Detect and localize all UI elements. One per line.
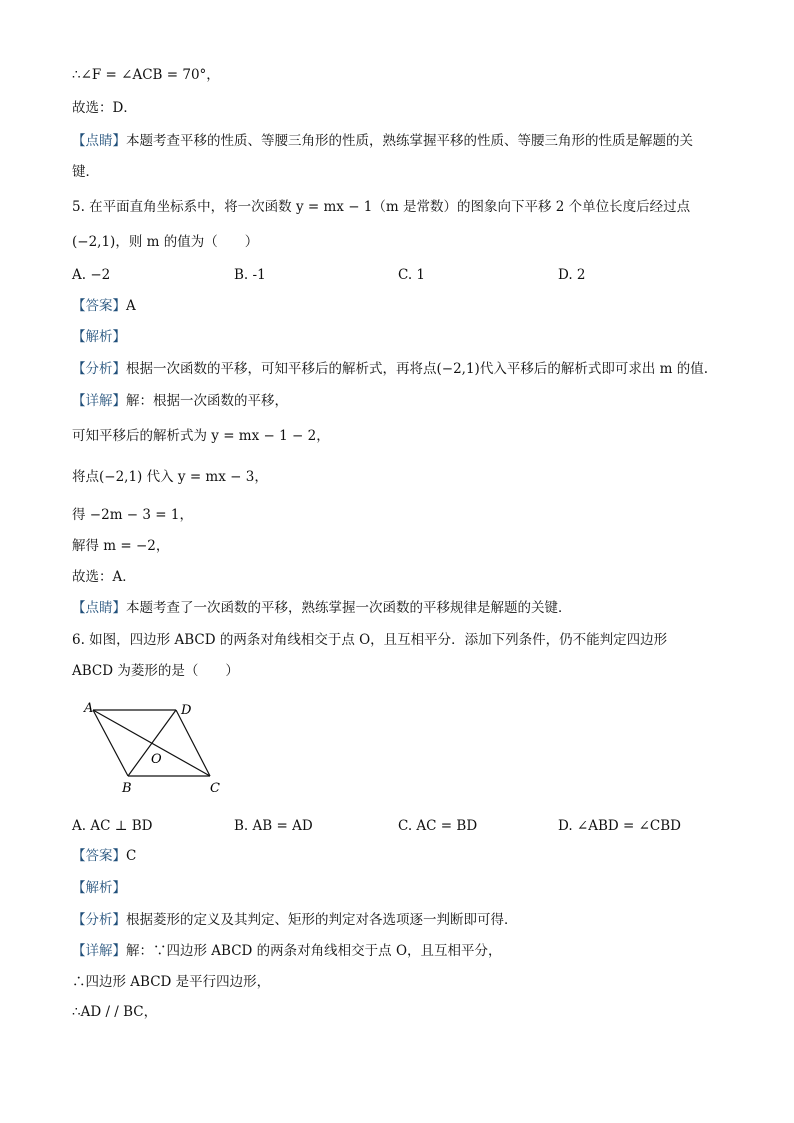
q6-xiangjie xyxy=(72,942,502,960)
q6-stem-2: ABCD 为菱形的是（ ） xyxy=(72,663,239,679)
q5-answer-value: A xyxy=(126,298,136,314)
q5-step-3: 得 −2m − 3 = 1， xyxy=(72,507,193,523)
label-a: A xyxy=(84,701,94,716)
tag-fenxi: 【分析】 xyxy=(72,361,126,377)
label-c: C xyxy=(210,781,220,796)
q5-dianjing xyxy=(72,599,572,617)
line-dianjing-cont: 键． xyxy=(72,164,99,180)
q5-step-1: 可知平移后的解析式为 y = mx − 1 − 2， xyxy=(72,428,330,444)
q5-option-a: A. −2 xyxy=(72,267,111,283)
q6-stem-1: 6. 如图，四边形 ABCD 的两条对角线相交于点 O，且互相平分．添加下列条件，仍不能判定四边形 xyxy=(72,632,668,648)
label-o: O xyxy=(151,752,162,767)
tag-answer-q6: 【答案】 xyxy=(72,848,126,864)
line-dianjing-prev xyxy=(72,132,693,150)
tag-answer: 【答案】 xyxy=(72,298,126,314)
line-choice-d: 故选：D． xyxy=(72,100,137,116)
q6-option-d: D. ∠ABD = ∠CBD xyxy=(558,818,682,834)
q5-stem-1: 5. 在平面直角坐标系中，将一次函数 y = mx − 1（m 是常数）的图象向下平移 2 个单位长度后经过点 xyxy=(72,199,691,215)
tag-xiangjie-q6: 【详解】 xyxy=(72,943,126,959)
q6-option-a: A. AC ⊥ BD xyxy=(72,818,153,834)
q5-option-d: D. 2 xyxy=(558,267,586,283)
q6-fenxi xyxy=(72,911,518,929)
tag-dianjing: 【点睛】 xyxy=(72,133,126,149)
q5-jiexi xyxy=(72,328,126,346)
q6-answer xyxy=(72,847,136,865)
tag-fenxi-q6: 【分析】 xyxy=(72,912,126,928)
q5-stem-2: (−2,1)，则 m 的值为（ ） xyxy=(72,234,259,250)
q6-answer-value: C xyxy=(126,848,137,864)
q5-step-5: 故选：A． xyxy=(72,569,136,585)
label-d: D xyxy=(181,703,192,718)
q5-xiangjie xyxy=(72,392,288,410)
q5-option-c: C. 1 xyxy=(398,267,426,283)
q6-option-c: C. AC = BD xyxy=(398,818,478,834)
q6-option-b: B. AB = AD xyxy=(234,818,313,834)
q5-fenxi xyxy=(72,360,708,378)
q6-xiangjie-text: 解：∵四边形 ABCD 的两条对角线相交于点 O，且互相平分， xyxy=(126,943,502,959)
q6-fenxi-text: 根据菱形的定义及其判定、矩形的判定对各选项逐一判断即可得． xyxy=(126,912,518,928)
line-conclusion: ∴∠F = ∠ACB = 70°， xyxy=(72,67,220,83)
dianjing-text: 本题考查平移的性质、等腰三角形的性质，熟练掌握平移的性质、等腰三角形的性质是解题的关 xyxy=(126,133,693,149)
q5-step-2: 将点(−2,1) 代入 y = mx − 3， xyxy=(72,469,268,485)
tag-jiexi: 【解析】 xyxy=(72,329,126,345)
q5-step-4: 解得 m = −2， xyxy=(72,538,170,554)
q5-answer xyxy=(72,297,136,315)
q5-fenxi-text: 根据一次函数的平移，可知平移后的解析式，再将点(−2,1)代入平移后的解析式即可求出 m 的值. xyxy=(126,361,708,377)
tag-jiexi-q6: 【解析】 xyxy=(72,880,126,896)
tag-dianjing-q5: 【点睛】 xyxy=(72,600,126,616)
q6-step-2: ∴AD / / BC， xyxy=(72,1004,158,1020)
tag-xiangjie: 【详解】 xyxy=(72,393,126,409)
q5-option-b: B. -1 xyxy=(234,267,266,283)
q5-xiangjie-text: 解：根据一次函数的平移， xyxy=(126,393,288,409)
rhombus-figure xyxy=(70,695,240,800)
q6-jiexi xyxy=(72,879,126,897)
q6-step-1: ∴四边形 ABCD 是平行四边形， xyxy=(72,974,271,990)
label-b: B xyxy=(122,781,132,796)
q5-dianjing-text: 本题考查了一次函数的平移，熟练掌握一次函数的平移规律是解题的关键． xyxy=(126,600,572,616)
